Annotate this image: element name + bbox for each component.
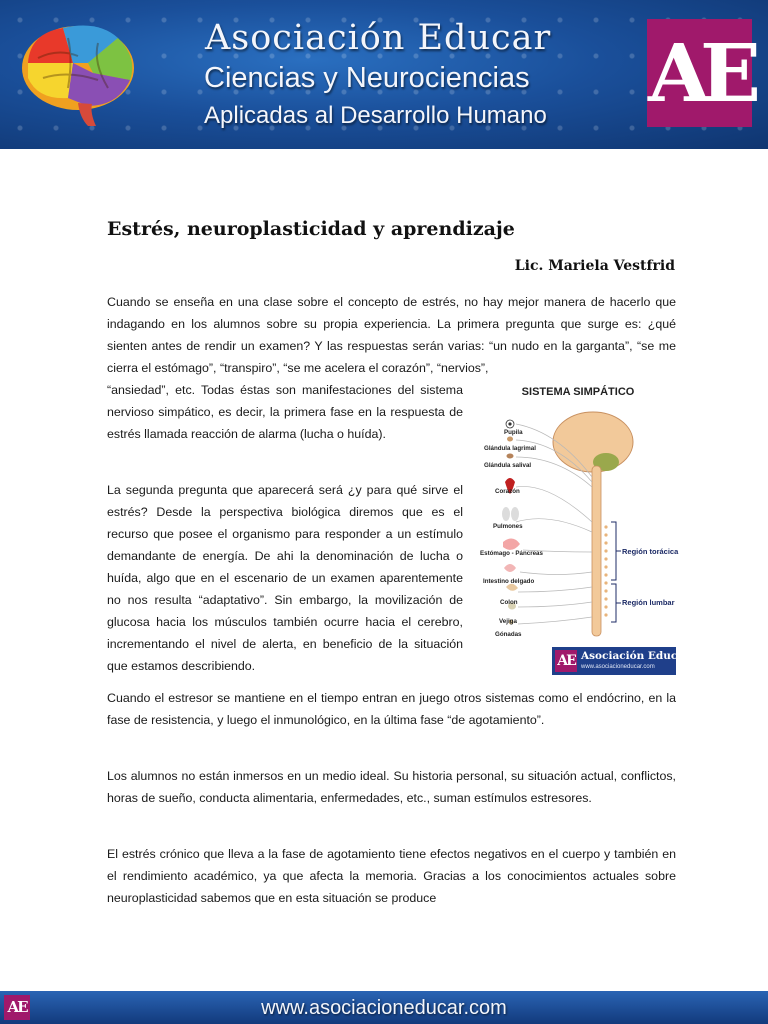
figure-badge <box>552 647 690 675</box>
paragraph-1: Cuando se enseña en una clase sobre el concepto de estrés, no hay mejor manera de hacerlo que indagando en los alumnos sobre su propia experiencia. La primera pregunta que surge es: ¿qué sienten antes de rendir un examen? Y las respuestas serán varias: “un nudo en la garganta”, “se me cierra el estómago”, “transpiro”, “se me acelera el corazón”, “nervios”, <box>107 295 676 375</box>
badge-logo: AE <box>555 650 577 672</box>
paragraph-4: Los alumnos no están inmersos en un medio ideal. Su historia personal, su situación actual, conflictos, horas de sueño, conducta alimentaria, enfermedades, etc., suman estímulos estresores. <box>107 769 676 805</box>
organ-label: Corazón <box>495 488 520 495</box>
header-tagline: Aplicadas al Desarrollo Humano <box>204 102 547 129</box>
ae-logo: AE <box>647 19 752 127</box>
organ-label: Pupila <box>504 429 523 436</box>
article-author: Lic. Mariela Vestfrid <box>514 258 675 274</box>
organ-label: Colon <box>500 599 518 606</box>
region-thoracic-label: Región torácica <box>622 547 679 556</box>
organ-label: Pulmones <box>493 523 523 530</box>
header-title: Asociación Educar <box>205 18 552 58</box>
paragraph-2: La segunda pregunta que aparecerá será ¿y para qué sirve el estrés? Desde la perspectiva biológica diremos que es el recurso que posee el organismo para responder a un estímulo demandante de energía. De ahi la denominación de lucha o huída, algo que en el escenario de un examen aparentemente no nos resulta “adaptativo”. Sin embargo, la movilización de glucosa hacia los músculos también ocurre hacia el cerebro, incrementando el nivel de alerta, en beneficio de la situación que estamos describiendo. <box>107 483 463 673</box>
organ-label: Gónadas <box>495 631 522 638</box>
sympathetic-system-figure <box>478 382 690 678</box>
badge-url: www.asociacioneducar.com <box>581 664 655 670</box>
badge-name: Asociación Educar <box>581 650 690 662</box>
organ-label: Estómago - Páncreas <box>480 550 543 557</box>
organ-label: Glándula lagrimal <box>484 445 536 452</box>
region-lumbar-label: Región lumbar <box>622 598 675 607</box>
footer-logo: AE <box>4 995 30 1020</box>
paragraph-5: El estrés crónico que lleva a la fase de agotamiento tiene efectos negativos en el cuerpo y también en el rendimiento académico, ya que afecta la memoria. Gracias a los conocimientos actuales sobre neuroplasticidad sabemos que en esta situación se produce <box>107 847 676 905</box>
organ-label: Intestino delgado <box>483 578 535 585</box>
footer-url[interactable]: www.asociacioneducar.com <box>261 997 507 1019</box>
organ-label: Glándula salival <box>484 462 532 469</box>
organ-label: Vejiga <box>499 618 517 625</box>
figure-title: SISTEMA SIMPÁTICO <box>521 386 635 398</box>
brain-icon <box>18 18 140 128</box>
paragraph-1-cont: “ansiedad”, etc. Todas éstas son manifestaciones del sistema nervioso simpático, es decir, la primera fase en la respuesta de estrés llamada reacción de alarma (lucha o huída). <box>107 383 463 441</box>
article-title: Estrés, neuroplasticidad y aprendizaje <box>107 218 515 240</box>
footer-bar <box>0 991 768 1024</box>
header-subtitle: Ciencias y Neurociencias <box>204 62 530 94</box>
paragraph-3: Cuando el estresor se mantiene en el tiempo entran en juego otros sistemas como el endócrino, en la fase de resistencia, y luego el inmunológico, en la última fase “de agotamiento”. <box>107 691 676 727</box>
header-banner <box>0 0 768 149</box>
